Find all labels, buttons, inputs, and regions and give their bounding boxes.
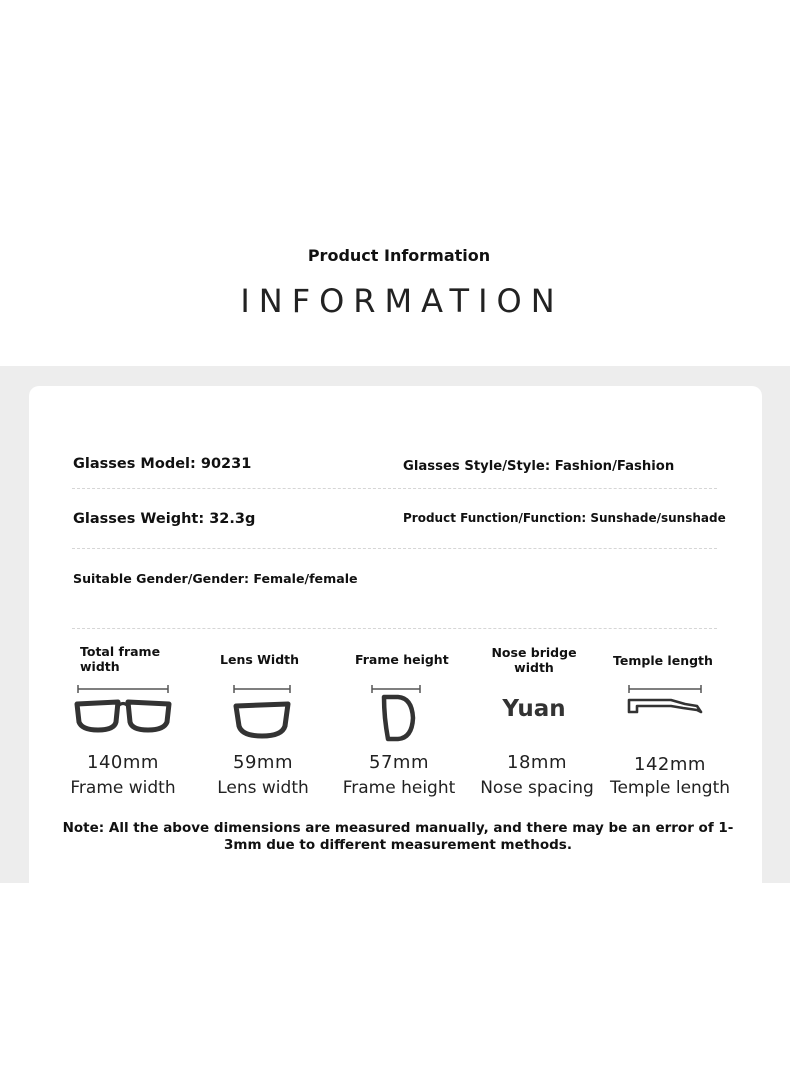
dimension-value: 57mm bbox=[369, 752, 429, 773]
dimension-value: 59mm bbox=[233, 752, 293, 773]
divider bbox=[72, 548, 717, 549]
dimension-name: Temple length bbox=[609, 778, 731, 798]
dimension-heading: Lens Width bbox=[220, 652, 300, 667]
frame-width-icon bbox=[74, 682, 172, 734]
dimension-value: 18mm bbox=[507, 752, 567, 773]
temple-length-icon bbox=[625, 682, 705, 722]
dimension-name: Nose spacing bbox=[480, 778, 594, 798]
dimension-heading: Nose bridge width bbox=[491, 645, 577, 675]
section-subtitle: Product Information bbox=[307, 246, 491, 265]
divider bbox=[72, 628, 717, 629]
spec-gender: Suitable Gender/Gender: Female/female bbox=[73, 571, 358, 586]
frame-height-icon bbox=[368, 682, 424, 744]
dimension-value: 142mm bbox=[634, 754, 706, 775]
section-title: INFORMATION bbox=[240, 282, 564, 320]
info-card bbox=[29, 386, 762, 883]
spec-model: Glasses Model: 90231 bbox=[73, 456, 252, 472]
measurement-note: Note: All the above dimensions are measured manually, and there may be an error of 1-3mm due to different measurement methods. bbox=[62, 820, 734, 853]
nose-bridge-icon: Yuan bbox=[502, 696, 566, 722]
spec-weight: Glasses Weight: 32.3g bbox=[73, 511, 256, 527]
divider bbox=[72, 488, 717, 489]
dimension-heading: Total frame width bbox=[80, 644, 161, 674]
dimension-name: Lens width bbox=[217, 778, 309, 798]
dimension-name: Frame height bbox=[342, 778, 456, 798]
spec-function: Product Function/Function: Sunshade/sunshade bbox=[403, 511, 726, 525]
dimension-name: Frame width bbox=[70, 778, 176, 798]
lens-width-icon bbox=[230, 682, 294, 740]
dimension-heading: Temple length bbox=[613, 653, 713, 668]
dimension-value: 140mm bbox=[87, 752, 159, 773]
spec-style: Glasses Style/Style: Fashion/Fashion bbox=[403, 459, 675, 474]
dimension-heading: Frame height bbox=[355, 652, 449, 667]
